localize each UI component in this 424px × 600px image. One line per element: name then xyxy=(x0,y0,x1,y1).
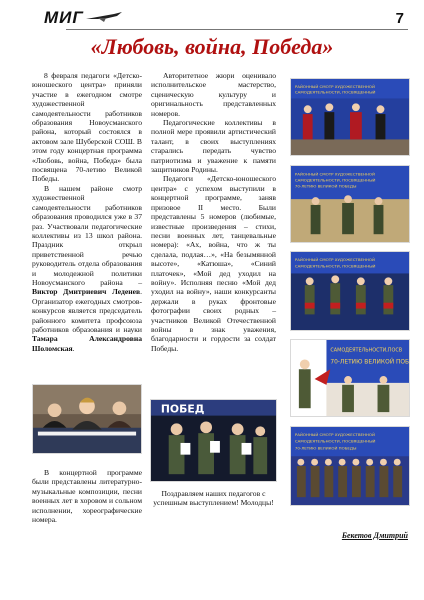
page-header xyxy=(22,8,408,32)
article-title: «Любовь, война, Победа» xyxy=(90,34,334,59)
photo-performers-portraits xyxy=(150,399,277,482)
svg-text:РАЙОННЫЙ СМОТР ХУДОЖЕСТВЕННОЙ: РАЙОННЫЙ СМОТР ХУДОЖЕСТВЕННОЙ xyxy=(294,171,375,177)
svg-text:70-ЛЕТИЮ ВЕЛИКОЙ ПОБ: 70-ЛЕТИЮ ВЕЛИКОЙ ПОБ xyxy=(330,359,409,366)
congratulations: Поздравляем наших педагогов с успешным выступлением! Молодцы! xyxy=(153,489,274,508)
plane-icon xyxy=(84,10,124,24)
svg-text:САМОДЕЯТЕЛЬНОСТИ, ПОСВЯЩЕННЫЙ: САМОДЕЯТЕЛЬНОСТИ, ПОСВЯЩЕННЫЙ xyxy=(294,438,376,444)
paragraph: Педагоги «Детско-юношеского центра» с успехом выступили в концертной программе, заняв призовое II место. Были представлены 5 номеров (любимые, известные произведения – стихи, песни военных лет, танцевальные номера): «Ах, война, что ж ты сделала, подлая…», «На безымянной высоте», «Катюша», «Синий платочек», «Мой дед уходил на войну». Исполняя песню «Мой дед уходил на войну», наши конкурсанты держали в руках фронтовые фотографии своих родных – участников Великой Отечественной войны в знак уважения, благодарности и гордости за солдат Победы. xyxy=(151,174,276,353)
paragraph: Педагогические коллективы в полной мере проявили артистический талант, в своих выступлениях старались передать чувство патриотизма и уважение к памяти защитников Родины. xyxy=(151,118,276,175)
article-column-1 xyxy=(32,71,142,353)
photo-stage-5 xyxy=(290,426,410,506)
svg-text:РАЙОННЫЙ СМОТР ХУДОЖЕСТВЕННОЙ: РАЙОННЫЙ СМОТР ХУДОЖЕСТВЕННОЙ xyxy=(294,83,375,89)
svg-text:САМОДЕЯТЕЛЬНОСТИ, ПОСВЯЩЕННЫЙ: САМОДЕЯТЕЛЬНОСТИ, ПОСВЯЩЕННЫЙ xyxy=(294,89,376,95)
photo-stage-2 xyxy=(290,165,410,243)
paragraph: В нашем районе смотр художественной самодеятельности работников образования проводился уже в 37 раз. Участвовали педагогические коллективы из 13 школ района. Праздник открыл приветственной речью руководитель отдела образования и молодежной политики Новоусманского района – Виктор Дмитриевич Леденев. Организатор ежегодных смотров-конкурсов является председатель районного комитета профсоюза работников образования и науки Тамара Александровна Шоломская. xyxy=(32,183,142,353)
person-name: Виктор Дмитриевич Леденев xyxy=(32,287,141,297)
paragraph: В концертной программе были представлены литературно-музыкальные композиции, песни военных лет в хоровом и сольном исполнении, хореографические номера. xyxy=(32,468,142,525)
svg-text:РАЙОННЫЙ СМОТР ХУДОЖЕСТВЕННОЙ: РАЙОННЫЙ СМОТР ХУДОЖЕСТВЕННОЙ xyxy=(294,431,375,437)
svg-text:САМОДЕЯТЕЛЬНОСТИ, ПОСВЯЩЕННЫЙ: САМОДЕЯТЕЛЬНОСТИ, ПОСВЯЩЕННЫЙ xyxy=(294,177,376,183)
article-column-2 xyxy=(151,71,276,353)
banner-text: ПОБЕД xyxy=(160,402,205,416)
article-column-2-bottom xyxy=(150,489,277,508)
svg-text:70-ЛЕТИЮ ВЕЛИКОЙ ПОБЕДЫ: 70-ЛЕТИЮ ВЕЛИКОЙ ПОБЕДЫ xyxy=(294,183,357,189)
header-divider xyxy=(66,29,408,30)
svg-text:САМОДЕЯТЕЛЬНОСТИ, ПОСВЯЩЕННЫЙ: САМОДЕЯТЕЛЬНОСТИ, ПОСВЯЩЕННЫЙ xyxy=(294,263,376,269)
page-number: 7 xyxy=(395,10,404,27)
paragraph: 8 февраля педагоги «Детско-юношеского центра» приняли участие в ежегодном смотре художественной самодеятельности работников образования Новоусманского района, который состоялся в актовом зале Шуберской СОШ. В этом году концертная программа «Любовь, война, Победа» была посвящена 70-летию Великой Победы. xyxy=(32,71,142,184)
photo-stage-1 xyxy=(290,78,410,156)
svg-text:70-ЛЕТИЮ ВЕЛИКОЙ ПОБЕДЫ: 70-ЛЕТИЮ ВЕЛИКОЙ ПОБЕДЫ xyxy=(294,445,357,451)
person-name: Тамара Александровна Шоломская xyxy=(32,334,142,353)
article-column-1-bottom xyxy=(32,468,142,524)
photo-stage-4 xyxy=(290,339,410,417)
newsletter-logo: МИГ xyxy=(44,8,84,27)
article-author: Бекетов Дмитрий xyxy=(341,531,408,540)
svg-text:САМОДЕЯТЕЛЬНОСТИ,ПОСВ: САМОДЕЯТЕЛЬНОСТИ,ПОСВ xyxy=(330,347,403,354)
paragraph: Авторитетное жюри оценивало исполнительское мастерство, сценическую культуру и оригинальность представленных номеров. xyxy=(151,71,276,118)
photo-stage-3 xyxy=(290,251,410,331)
photo-jury xyxy=(32,384,142,454)
svg-text:РАЙОННЫЙ СМОТР ХУДОЖЕСТВЕННОЙ: РАЙОННЫЙ СМОТР ХУДОЖЕСТВЕННОЙ xyxy=(294,256,375,262)
